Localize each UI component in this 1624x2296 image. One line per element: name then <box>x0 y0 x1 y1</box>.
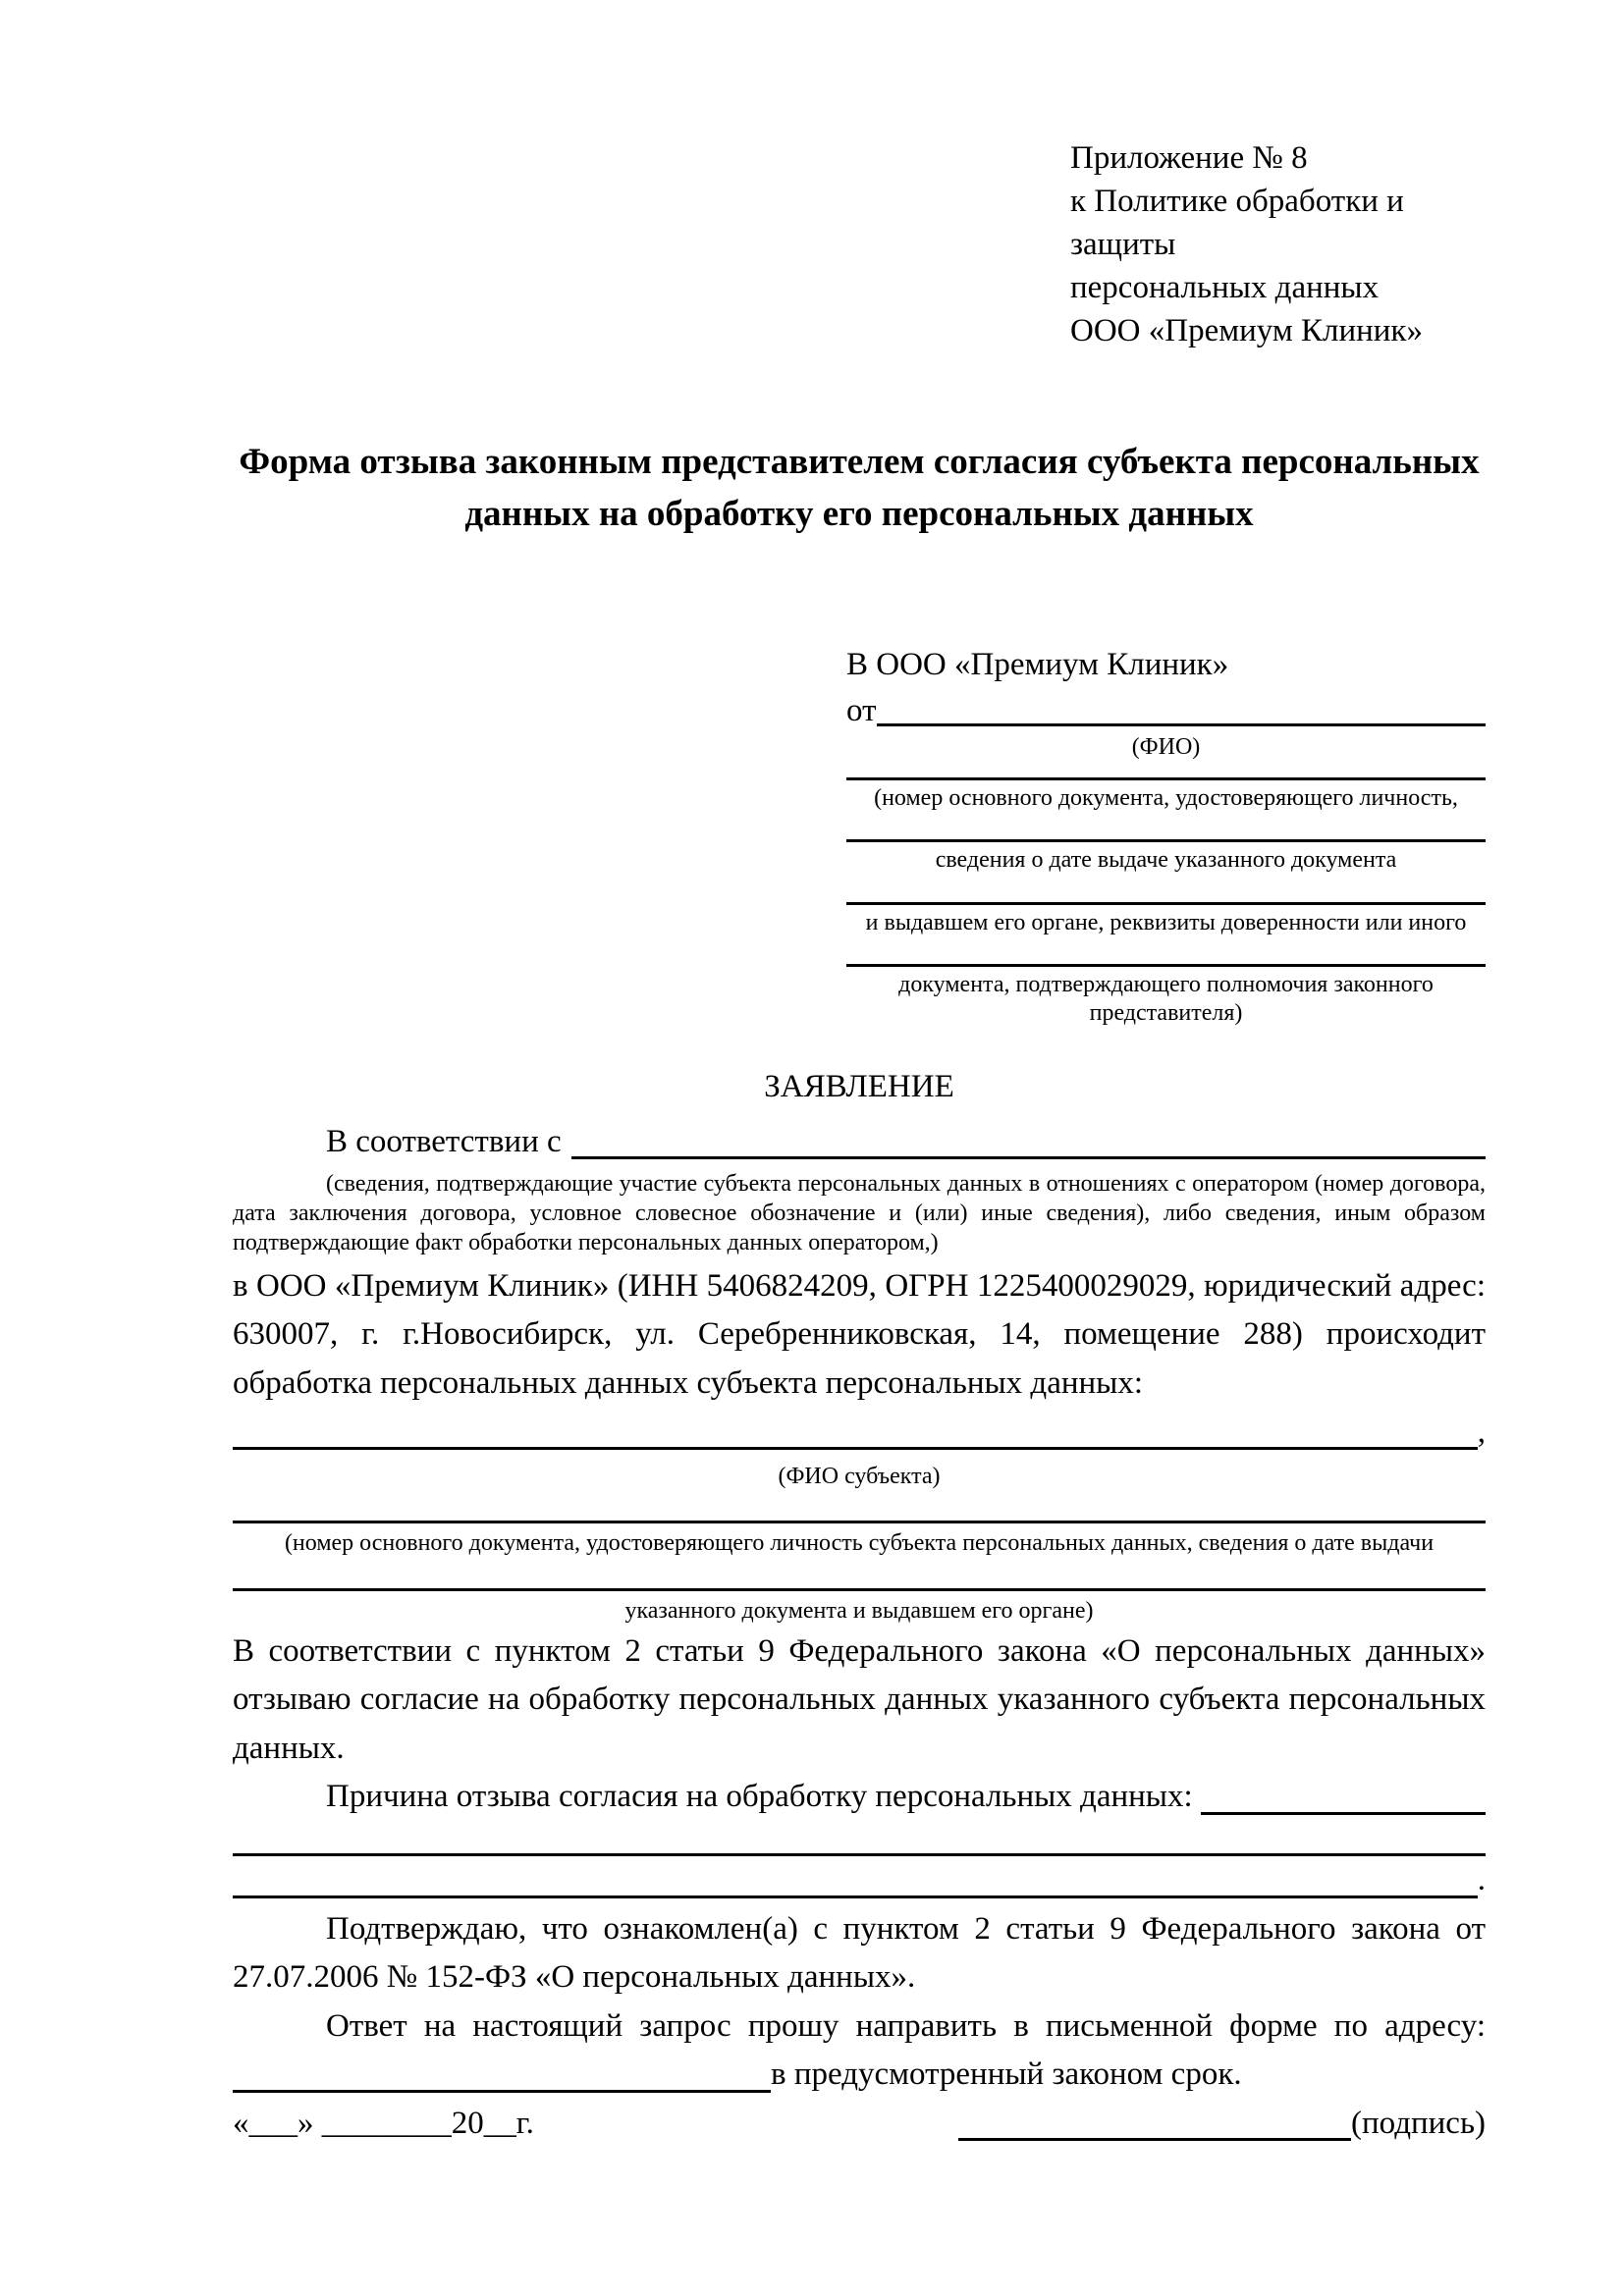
doc-info-group-2 <box>846 839 1486 875</box>
addressee-block <box>846 642 1486 1028</box>
signature-field <box>958 2100 1486 2149</box>
subject-fio-blank-line <box>233 1447 1478 1450</box>
date-field: «___» ________20__г. <box>233 2105 534 2141</box>
doc-info-caption-1: (номер основного документа, удостоверяющего личность, <box>874 785 1458 812</box>
appendix-line-4: ООО «Премиум Клиник» <box>1070 312 1423 348</box>
statement-heading: ЗАЯВЛЕНИЕ <box>764 1069 954 1105</box>
reason-line <box>233 1773 1486 1822</box>
withdrawal-paragraph: В соответствии с пунктом 2 статьи 9 Федерального закона «О персональных данных» отзываю согласие на обработку персональных данных указанного субъекта персональных данных. <box>233 1632 1486 1766</box>
reason-writing-line-1 <box>233 1853 1486 1856</box>
footer <box>233 2100 1486 2296</box>
doc-info-caption-2: сведения о дате выдаче указанного документа <box>935 847 1397 874</box>
trailing-comma: , <box>1477 1414 1486 1450</box>
doc-info-caption-3: и выдавшем его органе, реквизиты доверенности или иного <box>865 909 1467 935</box>
appendix-header <box>1070 137 1486 352</box>
doc-info-group-1 <box>846 777 1486 813</box>
reason-writing-line-2 <box>233 1862 1486 1905</box>
subject-fio-line <box>233 1414 1486 1457</box>
subject-doc-blank-line-2 <box>233 1588 1486 1591</box>
appendix-line-3: персональных данных <box>1070 269 1380 305</box>
reply-term-line <box>233 2051 1486 2100</box>
subject-doc-caption-2: указанного документа и выдавшем его органе) <box>624 1597 1094 1624</box>
doc-info-group-3 <box>846 902 1486 937</box>
fio-caption: (ФИО) <box>1131 733 1201 760</box>
fio-blank-line <box>877 723 1487 726</box>
appendix-line-1: Приложение № 8 <box>1070 140 1308 176</box>
recipient-organization: В ООО «Премиум Клиник» <box>846 647 1229 683</box>
form-title: Форма отзыва законным представителем согласия субъекта персональных данных на обработку его персональных данных <box>239 442 1480 534</box>
operator-paragraph: в ООО «Премиум Клиник» (ИНН 5406824209, ОГРН 1225400029029, юридический адрес: 630007, г. г.Новосибирск, ул. Серебренниковская, 14, помещение 288) происходит обработка персональных данных субъекта персональных данных: <box>233 1267 1486 1401</box>
reason-writing-blank-2 <box>233 1896 1478 1898</box>
from-line <box>846 688 1486 733</box>
confirmation-paragraph: Подтверждаю, что ознакомлен(а) с пунктом 2 статьи 9 Федерального закона от 27.07.2006 № 152-ФЗ «О персональных данных». <box>233 1910 1486 1996</box>
reply-address-blank-line <box>233 2090 771 2093</box>
subject-doc-caption-1: (номер основного документа, удостоверяющего личность субъекта персональных данных, сведения о дате выдачи <box>284 1530 1435 1557</box>
appendix-line-2: к Политике обработки и защиты <box>1070 183 1404 262</box>
reason-label: Причина отзыва согласия на обработку персональных данных: <box>326 1779 1193 1815</box>
doc-info-blank-line-2 <box>846 839 1486 842</box>
reply-address-line: Ответ на настоящий запрос прошу направить в письменной форме по адресу: <box>326 2007 1486 2044</box>
reply-term-text: в предусмотренный законом срок. <box>771 2056 1242 2093</box>
signature-caption: (подпись) <box>1351 2105 1486 2141</box>
doc-info-blank-line-4 <box>846 964 1486 967</box>
subject-doc-blank-line-1 <box>233 1521 1486 1523</box>
signature-blank-line <box>958 2138 1351 2141</box>
basis-blank-line <box>571 1156 1486 1159</box>
basis-caption: (сведения, подтверждающие участие субъекта персональных данных в отношениях с оператором (номер договора, дата заключения договора, условное словесное обозначение и (или) иные сведения), либо сведения, иным образом подтверждающие факт обработки персональных данных оператором,) <box>233 1171 1486 1255</box>
basis-line <box>233 1118 1486 1167</box>
doc-info-group-4 <box>846 964 1486 1029</box>
subject-fio-caption: (ФИО субъекта) <box>778 1464 941 1490</box>
doc-info-blank-line-3 <box>846 902 1486 905</box>
from-label: от <box>846 692 877 728</box>
doc-info-caption-4: документа, подтверждающего полномочия законного представителя) <box>898 971 1434 1027</box>
basis-prefix: В соответствии с <box>326 1123 562 1159</box>
reason-blank-line <box>1201 1812 1486 1815</box>
trailing-period: . <box>1477 1862 1486 1898</box>
doc-info-blank-line-1 <box>846 777 1486 780</box>
